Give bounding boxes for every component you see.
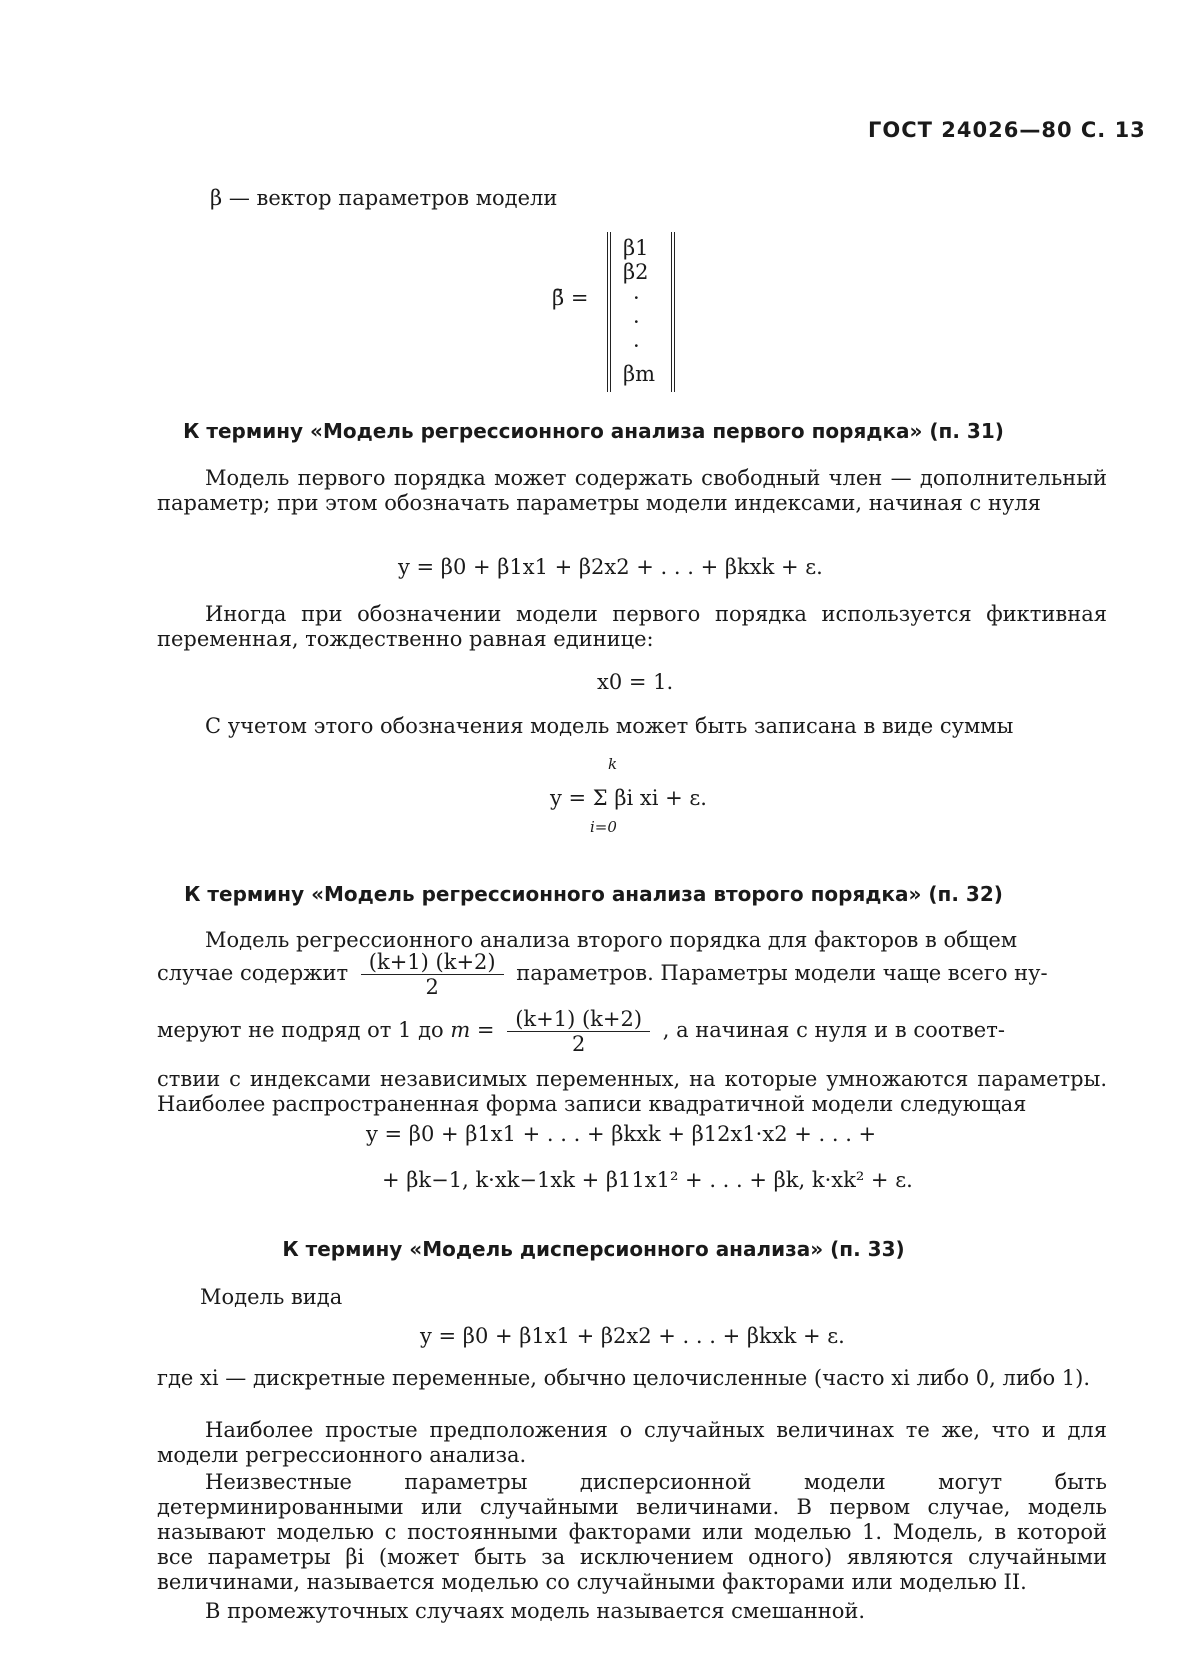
fraction-denominator: 2 [425, 975, 439, 999]
section-33-paragraph-3: Неизвестные параметры дисперсионной модели могут быть детерминированными или случайными величинами. В первом случае, модель называют моделью с постоянными факторами или моделью 1. Модель, в которой все параметры βi (может быть за исключением одного) являются случайными величинами, называется моделью со случайными факторами или моделью II. [157, 1470, 1107, 1594]
matrix-entry: β1 [623, 236, 649, 260]
section-33-title: К термину «Модель дисперсионного анализа» (п. 33) [282, 1237, 905, 1261]
section-31-paragraph-1: Модель первого порядка может содержать свободный член — дополнительный параметр; при этом обозначать параметры модели индексами, начиная с нуля [157, 466, 1107, 515]
section-33-intro: Модель вида [200, 1285, 343, 1309]
section-31-title: К термину «Модель регрессионного анализа первого порядка» (п. 31) [183, 419, 1004, 443]
section-31-equation-2: x0 = 1. [597, 670, 674, 694]
section-31-equation-1: y = β0 + β1x1 + β2x2 + . . . + βkxk + ε. [398, 555, 823, 579]
beta-vector-matrix [607, 232, 675, 392]
matrix-entry: β2 [623, 260, 649, 284]
text-fragment: , а начиная с нуля и в соответ- [662, 1018, 1005, 1042]
matrix-entry: βm [623, 362, 656, 386]
page-header: ГОСТ 24026—80 С. 13 [868, 118, 1146, 142]
section-32-equation-1: y = β0 + β1x1 + . . . + βkxk + β12x1·x2 + . . . + [366, 1122, 877, 1146]
section-33-paragraph-4: В промежуточных случаях модель называется смешанной. [205, 1599, 866, 1623]
fraction-denominator: 2 [571, 1032, 586, 1056]
section-32-line-2 [157, 950, 1048, 999]
text-fragment: параметров. Параметры модели чаще всего ну- [516, 961, 1048, 985]
section-33-paragraph-1: где xi — дискретные переменные, обычно целочисленные (часто xi либо 0, либо 1). [157, 1366, 1091, 1390]
section-33-equation-1: y = β0 + β1x1 + β2x2 + . . . + βkxk + ε. [420, 1324, 845, 1348]
beta-vector-lhs: β̄ = [552, 286, 589, 310]
section-32-line-3 [157, 1007, 1005, 1056]
m-equals: m = [450, 1018, 495, 1042]
section-33-paragraph-2: Наиболее простые предположения о случайных величинах те же, что и для модели регрессионного анализа. [157, 1418, 1107, 1467]
section-31-equation-3: y = Σ βi xi + ε. [550, 786, 707, 810]
beta-definition: β — вектор параметров модели [210, 186, 558, 210]
fraction-numerator: (k+1) (k+2) [507, 1007, 650, 1032]
sum-lower-limit: i=0 [590, 818, 617, 836]
section-32-line-1: Модель регрессионного анализа второго порядка для факторов в общем [205, 928, 1018, 952]
section-31-paragraph-2: Иногда при обозначении модели первого порядка используется фиктивная переменная, тождественно равная единице: [157, 602, 1107, 651]
text-fragment: меруют не подряд от 1 до [157, 1018, 444, 1042]
section-32-title: К термину «Модель регрессионного анализа второго порядка» (п. 32) [184, 882, 1003, 906]
matrix-entry: · [633, 286, 640, 310]
section-31-paragraph-3: С учетом этого обозначения модель может быть записана в виде суммы [205, 714, 1014, 738]
fraction [507, 1007, 650, 1056]
fraction [361, 950, 504, 999]
section-32-paragraph-end: ствии с индексами независимых переменных, на которые умножаются параметры. Наиболее распространенная форма записи квадратичной модели следующая [157, 1067, 1107, 1116]
text-fragment: случае содержит [157, 961, 349, 985]
sum-upper-limit: k [608, 755, 618, 773]
fraction-numerator: (k+1) (k+2) [361, 950, 504, 975]
section-32-equation-2: + βk−1, k·xk−1xk + β11x1² + . . . + βk, k·xk² + ε. [382, 1168, 913, 1192]
matrix-entry: · [633, 310, 640, 334]
matrix-entry: · [633, 334, 640, 358]
